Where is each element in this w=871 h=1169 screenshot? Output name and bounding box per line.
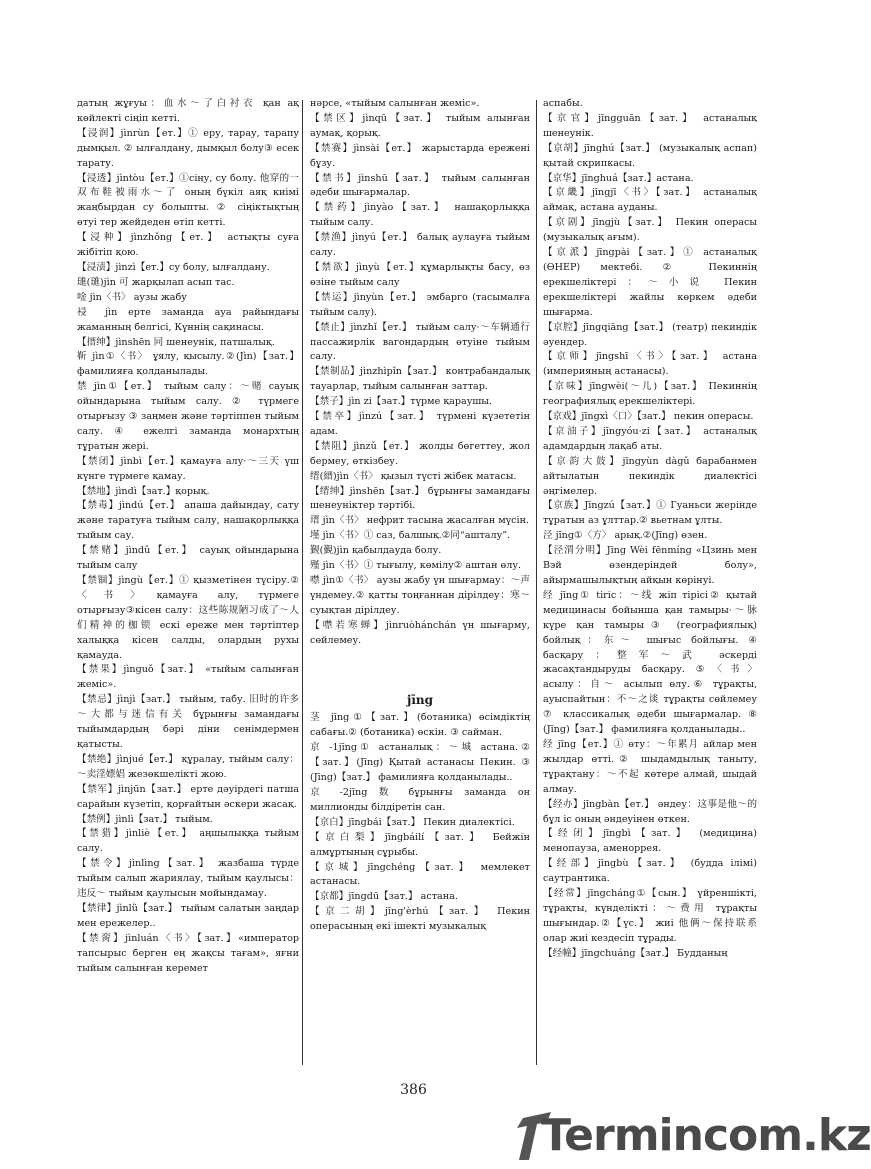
dictionary-entry: 【搢绅】jìnshēn 同 шенеунік, патшалық. — [77, 336, 275, 348]
dictionary-entry: 【禁令】jìnlìng【зат.】 жазбаша түрде тыйым салып жариялау, тыйым қаулысы：违反～ тыйым қаулысын мойындамау. — [77, 858, 299, 900]
dictionary-entry: 【禁药】jìnyào【зат.】 нашақорлыққа тыйым салу. — [310, 202, 530, 229]
dictionary-entry: 【京韵大鼓】jīngyùn dàgǔ барабанмен айтылатын пекиндік диалектісі әңгімелер. — [543, 455, 757, 497]
dictionary-entry: 【经部】jīngbù【зат.】 (будда ілімі) саутрантика. — [543, 858, 757, 885]
column-2-entries-bottom — [310, 711, 530, 935]
dictionary-entry: 【禁律】jìnlǜ【зат.】 тыйым салатын заңдар мен ережелер.. — [77, 902, 299, 929]
dictionary-entry: 【缙绅】jìnshēn【зат.】 бұрынғы замандағы шенеуніктер тәртібі. — [310, 485, 530, 512]
dictionary-entry: 【禁运】jìnyùn【ет.】 эмбарго (тасымалға тыйым салу). — [310, 291, 530, 318]
dictionary-entry: 【禁子】jìn zi【зат.】түрме қараушы. — [310, 396, 492, 408]
dictionary-entry: 【京白】jīngbái【зат.】 Пекин диалектісі. — [310, 816, 515, 828]
logo-text: Termincom.kz — [541, 1110, 871, 1161]
column-2-entries-top — [310, 97, 530, 649]
dictionary-entry: 【经办】jīngbàn【ет.】 әндеу：这事是他～的 бұл іс оның әндеуінен өткен. — [543, 798, 757, 825]
dictionary-entry: 【京味】jīngwèi(～儿)【зат.】 Пекиннің географиялық ерекшеліктері. — [543, 381, 757, 408]
dictionary-entry: 【京官】jīngguān【зат.】 астаналық шенеунік. — [543, 112, 757, 139]
dictionary-entry: 【经闭】jīngbì【зат.】 (медицина) менопауза, аменоррея. — [543, 828, 757, 855]
dictionary-entry: 【浸透】jìntòu【ет.】①сіңу, су болу. 他穿的一双布鞋被雨水～了 оның бүкіл аяқ киімі жаңбырдан су болыпты. ② сіңіктықтың өтуі тер жейдеден өтіп кетті. — [77, 172, 299, 229]
column-1 — [77, 97, 299, 1072]
dictionary-entry: 【禁区】jìnqū【зат.】 тыйым алынған аумақ, қорық. — [310, 112, 530, 139]
dictionary-entry: 【禁毒】jìndú【ет.】 апаша дайындау, сату және таратуға тыйым салу, нашақорлыққа тыйым сау. — [77, 500, 299, 542]
page-number: 386 — [400, 1082, 427, 1098]
dictionary-entry: 【泾渭分明】Jīng Wèi fēnmíng «Цзинь мен Вэй өзендеріндей болу», айырмашылықтың айқын көрінуі. — [543, 545, 757, 586]
dictionary-entry: 【京戏】jīngxì〈口〉【зат.】 пекин операсы. — [543, 411, 754, 423]
dictionary-entry: датың жұғуы：血水～了白衬衣 қан ақ көйлекті сіңіп кетті. — [77, 98, 299, 124]
dictionary-entry: 【禁赛】jìnsài【ет.】 жарыстарда ережені бұзу. — [310, 142, 530, 169]
dictionary-entry: 【京城】jīngchéng【зат.】 мемлекет астанасы. — [310, 861, 530, 888]
dictionary-entry: 【浸种】jìnzhǒng【ет.】 астықты суға жібітіп қою. — [77, 232, 299, 259]
dictionary-entry: 殣 jìn〈书〉① тығылу, көмілу② аштан өлу. — [310, 560, 522, 572]
dictionary-entry: 【禁军】jìnjūn【зат.】 ерте дәуірдегі патша сарайын күзетіп, қорғайтын әскери жасақ. — [77, 783, 299, 810]
dictionary-entry: 噤 jìn①〈书〉 аузы жабу үн шығармау：～声 үндемеу.② қатты тоңғаннан дірілдеу：寒～ суықтан дірілдеу. — [310, 575, 530, 616]
dictionary-entry: 【京师】jīngshī〈书〉【зат.】 астана (империяның астанасы). — [543, 351, 757, 378]
dictionary-entry: 【京胡】jīnghú【зат.】 (музыкалық аспап) қытай скрипкасы. — [543, 142, 757, 169]
column-divider — [536, 100, 537, 1065]
dictionary-entry: 【京畿】jīngjī〈书〉【зат.】 астаналық аймақ, астана ауданы. — [543, 187, 757, 214]
dictionary-entry: 瑨 jìn〈书〉 нефрит тасына жасалған мүсін. — [310, 515, 530, 527]
dictionary-entry: 茎 jīng①【зат.】(ботаника) өсімдіктің сабағы.② (ботаника) өскін. ③ сайман. — [310, 712, 530, 739]
dictionary-entry: 【京腔】jīngqiāng【зат.】 (театр) пекиндік әуендер. — [543, 321, 757, 348]
dictionary-entry: 唫 jìn〈书〉 аузы жабу — [77, 291, 187, 303]
dictionary-entry: 【禁果】jìnguǒ【зат.】 «тыйым салынған жеміс». — [77, 664, 299, 691]
dictionary-entry: 泾 jīng①〈方〉 арық.②(Jīng) өзен. — [543, 530, 708, 542]
dictionary-entry: 【禁止】jìnzhǐ【ет.】 тыйым салу·～车辆通行 пассажирлік вагондардың өтуіне тыйым салу. — [310, 321, 530, 363]
dictionary-entry: 【经常】jīngcháng①【сын.】 үйреншікті, тұрақты, күнделікті：～费用 тұрақты шығындар.②【үс.】 жиі 他俩～保持联系 олар жиі кездесіп тұрады. — [543, 888, 757, 944]
dictionary-entry: 经 jīng【ет.】① өту：～年累月 айлар мен жылдар өтті.② шыдамдылық таныту, тұрақтану：～不起 көтере алмай, шыдай алмау. — [543, 738, 757, 795]
dictionary-entry: 【禁闭】jìnbì【ет.】қамауға алу·～三天 үш күнге түрмеге қамау. — [77, 455, 299, 482]
dictionary-entry: 【京二胡】jīng'èrhú【зат.】 Пекин операсының екі ішекті музыкалық — [310, 906, 530, 933]
dictionary-entry: 【经幢】jīngchuáng【зат.】 Будданың — [543, 947, 728, 959]
dictionary-entry: 【禁制品】jìnzhìpǐn【зат.】 контрабандалық тауарлар, тыйым салынған заттар. — [310, 366, 530, 393]
dictionary-entry: 【禁渔】jìnyú【ет.】 балық аулауға тыйым салу. — [310, 232, 530, 259]
dictionary-entry: 【京派】jīngpài【зат.】① астаналық (ӨНЕР) мектебі. ② Пекиннің ерекшеліктері：～小说 Пекин ерекшеліктері жайлы көркем әдеби шығарма. — [543, 247, 757, 318]
dictionary-entry: 【京白梨】jīngbáilí【зат.】 Бейжін алмұртының сұрыбы. — [310, 831, 530, 858]
column-3 — [543, 97, 757, 1072]
site-logo — [517, 1108, 871, 1164]
dictionary-entry: 靳 jìn①〈书〉 ұялу, қысылу.②(Jìn)【зат.】фамилияға қолданылады. — [77, 351, 299, 378]
dictionary-entry: 【京剧】jīngjù【зат.】 Пекин операсы (музыкалық ағым). — [543, 217, 757, 244]
column-2 — [310, 97, 530, 1072]
dictionary-entry: 【禁赌】jìndǔ【ет.】 сауық ойындарына тыйым салу — [77, 545, 299, 572]
dictionary-entry: 【噤若寒蝉】jìnruòhánchán үн шығарму, сөйлемеу. — [310, 619, 530, 646]
dictionary-entry: 【禁例】jìnlì【зат.】 тыйым. — [77, 813, 213, 825]
dictionary-entry: 【禁锢】jìngù【ет.】① қызметінен түсіру.②〈书〉қамауға алу, түрмеге отырғызу③кісен салу：这些陈规陋习成了～人们精神的枷锁 ескі ереже мен тәртіптер халыққа кісен салды, олардың рухы қамауда. — [77, 575, 299, 661]
dictionary-entry: 【京都】jīngdū【зат.】 астана. — [310, 891, 458, 903]
dictionary-entry: 【京华】jīnghuá【зат.】астана. — [543, 172, 694, 184]
dictionary-entry: 墐 jìn〈书〉① саз, балшық.②同“ашталу”. — [310, 530, 511, 542]
dictionary-entry: 经 jīng① tirіс：～线 жіп тірісі② қытай медицинасы бойынша қан тамыры·～脉 күре қан тамыры③ (географиялық) бойлық：东～ шығыс бойлығы. ④ басқару：整军～武 әскерді жасақтандыруды басқару. ⑤〈书〉асылу：自～ асылып өлу.⑥ тұрақты, ауыспайтын：不～之谈 тұрақты сөйлемеу ⑦ классикалық әдеби шығармалар. ⑧ (Jīng)【зат.】 фамилияға қолданылады.. — [543, 589, 757, 736]
dictionary-entry: 【浸渍】jìnzì【ет.】су болу, ылғалдану. — [77, 261, 270, 273]
dictionary-entry: аспабы. — [543, 98, 583, 109]
dictionary-entry: 【禁欲】jìnyù【ет.】құмарлықты басу, өз өзіне тыйым салу — [310, 261, 530, 288]
dictionary-entry: 【禁地】jìndì【зат.】қорық. — [77, 485, 210, 497]
dictionary-entry: 京 -2jīng 数 бұрынғы заманда он миллионды білдіретін сан. — [310, 786, 530, 813]
dictionary-entry: 【禁脔】jìnluán〈书〉【зат.】«император тапсырыс берген ең жақсы тағам», яғни тыйым салынған керемет — [77, 932, 299, 974]
dictionary-entry: 【禁忌】jìnjì【зат.】 тыйым, табу. 旧时的许多～大都与迷信有关 бұрынғы замандағы тыйымдардың бәрі діни сенімдермен қатысты. — [77, 694, 299, 750]
dictionary-entry: 觐(覲)jìn қабылдауда болу. — [310, 545, 442, 557]
dictionary-entry: 缙(縉)jìn〈书〉 қызыл түсті жібек матасы. — [310, 470, 517, 482]
dictionary-entry: 【禁猎】jìnliè【ет.】 аңшылыққа тыйым салу. — [77, 828, 299, 855]
dictionary-entry: 【禁绝】jìnjué【ет.】 құралау, тыйым салу：～卖淫嫖娼 жезөкшелікті жою. — [77, 753, 299, 780]
dictionary-entry: 【京油子】jīngyóu·zi【зат.】 астаналық адамдардың лақаб аты. — [543, 425, 757, 452]
section-heading: jīng — [406, 692, 433, 707]
dictionary-entry: 【浸润】jìnrùn【ет.】① еру, тарау, тарапу дымқыл. ② ылғалдану, дымқыл болу③ есек тарату. — [77, 127, 299, 169]
dictionary-entry: 祲 jìn ерте заманда ауа райындағы жаманның белгісі, Күннің сақинасы. — [77, 306, 299, 333]
dictionary-entry: 禁 jìn①【ет.】 тыйым салу：～赌 сауық ойындарына тыйым салу. ② түрмеге отырғызу ③ заңмен және тәртіппен тыйым салу. ④ ежелгі заманда монархтың тұратын жері. — [77, 381, 299, 452]
dictionary-entry: 【禁阻】jìnzǔ【ет.】 жолды бөгеттеу, жол бермеу, өткізбеу. — [310, 440, 530, 467]
column-divider — [302, 100, 303, 1065]
dictionary-entry: 【京族】Jīngzú【зат.】① Гуаньси жерінде тұратын аз ұлттар.② вьетнам ұлты. — [543, 500, 757, 527]
dictionary-entry: 【禁卒】jìnzú【зат.】 түрмені күзететін адам. — [310, 411, 530, 437]
dictionary-entry: 京 -1jīng① астаналық：～城 астана.② 【зат.】(Jīng) Қытай астанасы Пекин. ③ (Jīng)【зат.】 фамилияға қолданылады.. — [310, 742, 530, 784]
dictionary-entry: 【禁书】jìnshū【зат.】 тыйым салынған әдеби шығармалар. — [310, 172, 530, 199]
dictionary-entry: 璡(璡)jìn 可 жарқылап асып тас. — [77, 276, 235, 288]
dictionary-entry: нәрсе, «тыйым салынған жеміс». — [310, 98, 480, 109]
